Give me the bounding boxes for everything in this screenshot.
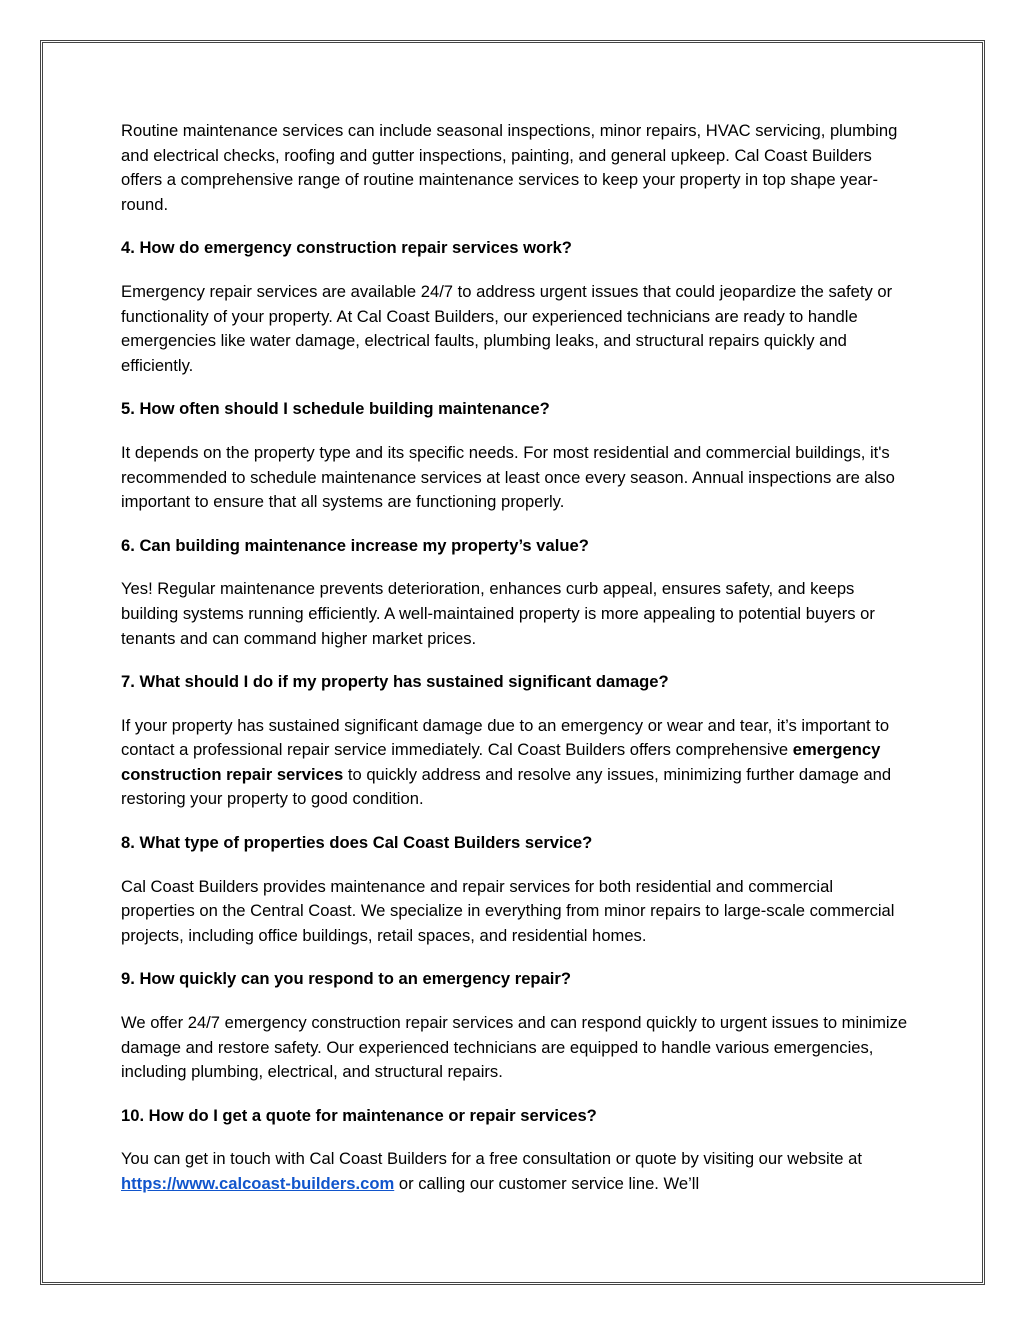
faq-question-6: 6. Can building maintenance increase my property’s value? (121, 535, 589, 555)
faq-answer-7-text-start: If your property has sustained significant damage due to an emergency or wear and tear, it’s important to contact a professional repair service immediately. Cal Coast Builders offers comprehensive (121, 715, 890, 760)
faq-item-8 (121, 831, 911, 948)
faq-item-4 (121, 236, 911, 378)
faq-question-10: 10. How do I get a quote for maintenance or repair services? (121, 1105, 597, 1125)
faq-item-5 (121, 397, 911, 514)
emphasis-emergency-services: emergency construction repair services (121, 740, 881, 784)
faq-answer-8: Cal Coast Builders provides maintenance and repair services for both residential and commercial properties on the Central Coast. We specialize in everything from minor repairs to large-scale commercial projects, including office buildings, retail spaces, and residential homes. (121, 876, 895, 945)
intro-paragraph: Routine maintenance services can include seasonal inspections, minor repairs, HVAC servicing, plumbing and electrical checks, roofing and gutter inspections, painting, and general upkeep. Cal Coast Builders offers a comprehensive range of routine maintenance services to keep your property in top shape year-round. (121, 121, 898, 214)
website-link[interactable]: https://www.calcoast-builders.com (121, 1174, 395, 1193)
faq-question-8: 8. What type of properties does Cal Coast Builders service? (121, 833, 593, 853)
faq-item-6 (121, 534, 911, 651)
faq-answer-5: It depends on the property type and its specific needs. For most residential and commercial buildings, it's recommended to schedule maintenance services at least once every season. Annual inspections are also important to ensure that all systems are functioning properly. (121, 442, 895, 512)
faq-answer-4: Emergency repair services are available 24/7 to address urgent issues that could jeopardize the safety or functionality of your property. At Cal Coast Builders, our experienced technicians are ready to handle emergencies like water damage, electrical faults, plumbing leaks, and structural repairs quickly and efficiently. (121, 281, 893, 375)
faq-item-9 (121, 967, 911, 1084)
faq-answer-9: We offer 24/7 emergency construction repair services and can respond quickly to urgent issues to minimize damage and restore safety. Our experienced technicians are equipped to handle various emergencies, including plumbing, electrical, and structural repairs. (121, 1013, 908, 1082)
faq-question-4: 4. How do emergency construction repair services work? (121, 238, 572, 258)
faq-question-7: 7. What should I do if my property has sustained significant damage? (121, 672, 669, 692)
faq-answer-10 (121, 1147, 911, 1196)
faq-item-10 (121, 1104, 911, 1197)
faq-question-5: 5. How often should I schedule building maintenance? (121, 399, 550, 419)
document-body (121, 119, 911, 1216)
faq-answer-10-text-start: You can get in touch with Cal Coast Builders for a free consultation or quote by visiting our website at (121, 1149, 862, 1169)
faq-answer-10-text-end: or calling our customer service line. We’ll (394, 1174, 700, 1193)
faq-question-9: 9. How quickly can you respond to an emergency repair? (121, 969, 572, 989)
faq-item-7 (121, 670, 911, 812)
faq-answer-6: Yes! Regular maintenance prevents deterioration, enhances curb appeal, ensures safety, and keeps building systems running efficiently. A well-maintained property is more appealing to potential buyers or tenants and can command higher market prices. (121, 579, 875, 648)
faq-answer-7 (121, 714, 911, 812)
faq-answer-7-text-end: to quickly address and resolve any issues, minimizing further damage and restoring your property to good condition. (121, 764, 892, 809)
